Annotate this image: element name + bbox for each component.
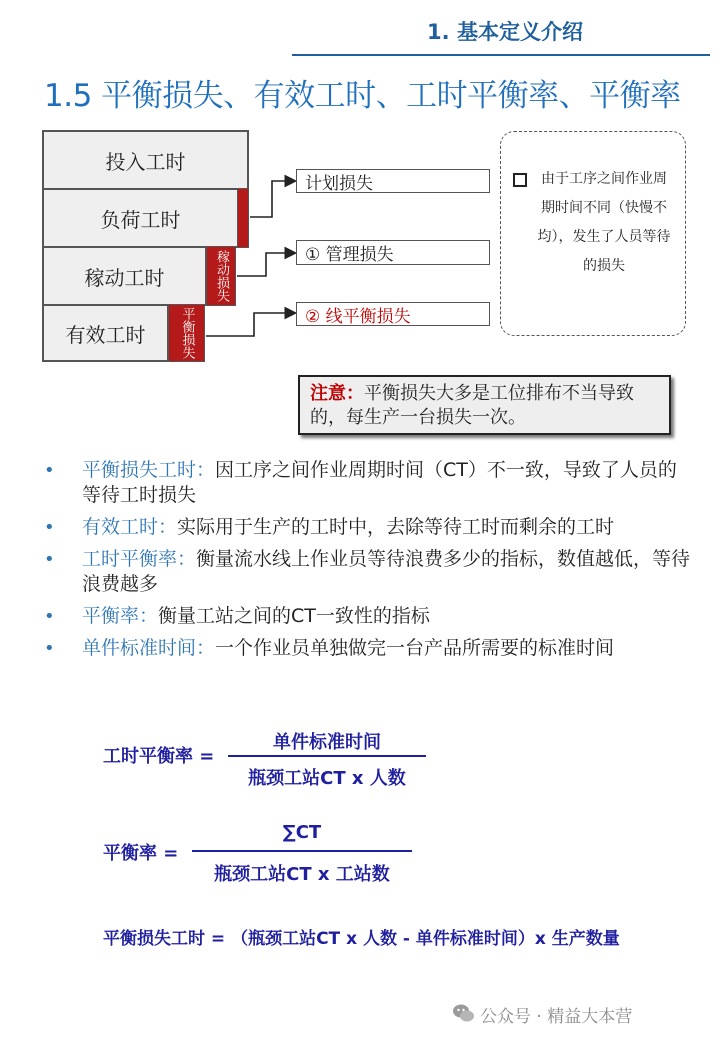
list-item: • 平衡率：衡量工站之间的CT一致性的指标	[44, 605, 430, 627]
load-hours-box: 负荷工时	[42, 188, 239, 248]
formula-3: 平衡损失工时 = （瓶颈工站CT x 人数 - 单件标准时间）x 生产数量	[103, 929, 620, 949]
formula-2-fraction-bar	[192, 850, 412, 852]
bullet-dot-icon: •	[44, 606, 55, 627]
formula-1-denominator: 瓶颈工站CT x 人数	[248, 768, 406, 789]
plan-loss-arrow	[250, 181, 294, 217]
formula-1-lhs: 工时平衡率 =	[103, 746, 215, 767]
attention-text: 平衡损失大多是工位排布不当导致的，每生产一台损失一次。	[310, 383, 634, 428]
plan-loss-label: 计划损失	[296, 169, 490, 193]
wechat-icon	[452, 1002, 476, 1024]
bullet-dot-icon: •	[44, 517, 55, 538]
list-item: • 工时平衡率：衡量流水线上作业员等待浪费多少的指标，数值越低，等待浪费越多	[44, 548, 691, 595]
page-title: 1.5 平衡损失、有效工时、工时平衡率、平衡率	[44, 78, 681, 114]
input-hours-box: 投入工时	[42, 130, 249, 190]
formula-2-lhs: 平衡率 =	[103, 843, 179, 864]
balance-loss-bar: 平衡损失	[168, 304, 205, 362]
list-item: • 平衡损失工时：因工序之间作业周期时间（CT）不一致，导致了人员的等待工时损失	[44, 459, 677, 506]
list-item: • 单件标准时间：一个作业员单独做完一台产品所需要的标准时间	[44, 637, 615, 659]
formula-2-denominator: 瓶颈工站CT x 工站数	[214, 864, 390, 885]
operating-loss-bar: 稼动损失	[206, 246, 236, 306]
effective-hours-box: 有效工时	[42, 304, 169, 362]
list-item: • 有效工时：实际用于生产的工时中，去除等待工时而剩余的工时	[44, 516, 615, 538]
management-loss-arrow	[237, 253, 294, 276]
bullet-dot-icon: •	[44, 549, 55, 570]
formula-2-numerator: ∑CT	[282, 822, 322, 843]
bullet-dot-icon: •	[44, 638, 55, 659]
side-note-text: 由于工序之间作业周期时间不同（快慢不均），发生了人员等待的损失	[537, 171, 671, 274]
square-bullet-icon	[513, 173, 527, 187]
bullet-dot-icon: •	[44, 460, 55, 481]
attention-lead: 注意：	[310, 383, 364, 404]
section-heading: 1. 基本定义介绍	[427, 20, 583, 44]
operating-hours-box: 稼动工时	[42, 246, 207, 306]
management-loss-label: ① 管理损失	[296, 240, 490, 265]
watermark-text: 公众号 · 精益大本营	[480, 1007, 633, 1027]
definition-list	[44, 458, 694, 668]
line-balance-loss-arrow	[206, 313, 294, 336]
formula-1-fraction-bar	[228, 755, 426, 757]
line-balance-loss-label: ② 线平衡损失	[296, 302, 490, 326]
formula-1-numerator: 单件标准时间	[273, 732, 381, 753]
attention-box	[298, 375, 671, 435]
